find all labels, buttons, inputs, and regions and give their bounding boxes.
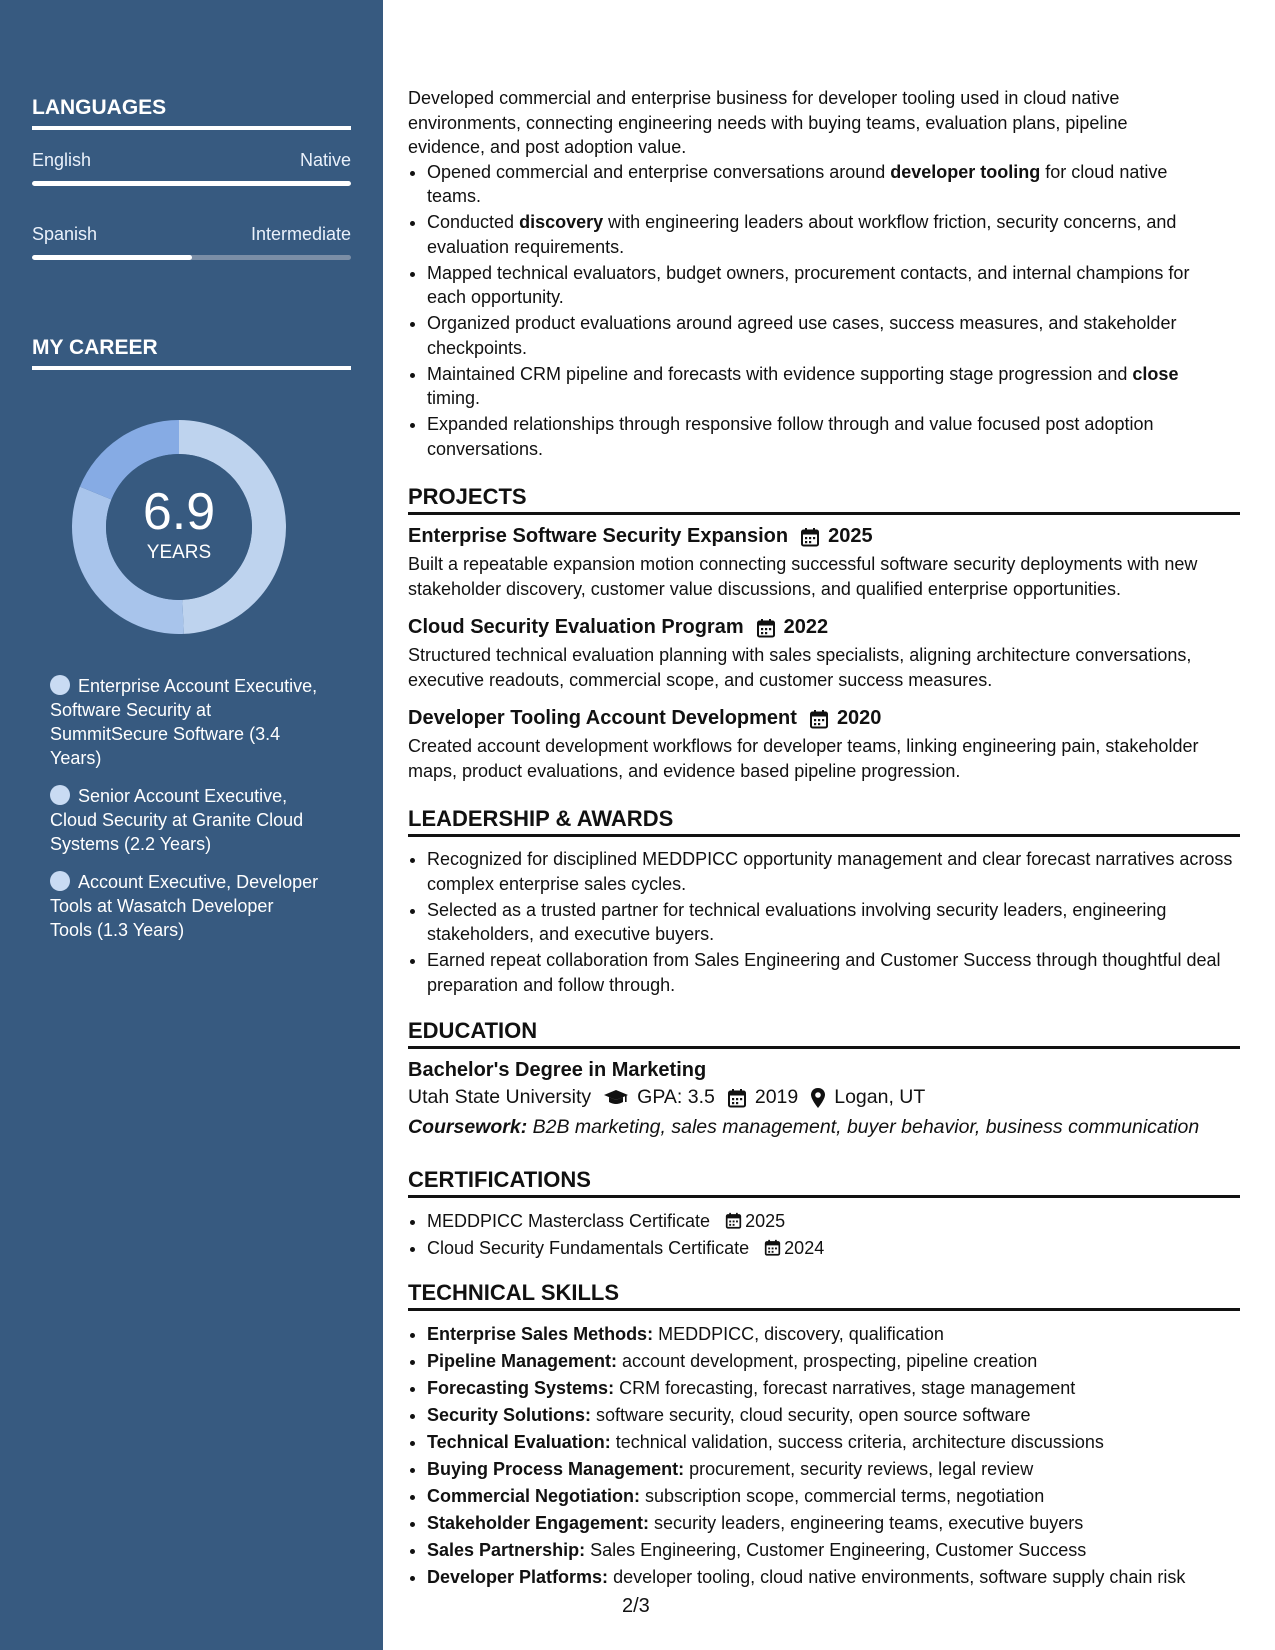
coursework-text: B2B marketing, sales management, buyer behavior, business communication xyxy=(527,1116,1200,1138)
skill-item xyxy=(427,1456,1240,1483)
skill-label: Buying Process Management: xyxy=(427,1459,685,1479)
skill-value: developer tooling, cloud native environments, software supply chain risk xyxy=(608,1567,1186,1587)
skill-item xyxy=(427,1402,1240,1429)
project-title: Enterprise Software Security Expansion xyxy=(408,525,789,547)
experience-summary xyxy=(408,86,1198,463)
skill-item xyxy=(427,1537,1240,1564)
skill-value: subscription scope, commercial terms, negotiation xyxy=(640,1486,1045,1506)
certifications-heading: CERTIFICATIONS xyxy=(408,1167,1240,1198)
leadership-item: • Selected as a trusted partner for technical evaluations involving security leaders, engineering stakeholders, and executive buyers. xyxy=(427,898,1240,947)
calendar-icon xyxy=(727,1088,747,1108)
skill-item xyxy=(427,1564,1240,1591)
career-item-text: Account Executive, Developer Tools at Wasatch Developer Tools (1.3 Years) xyxy=(50,872,319,940)
language-name: Spanish xyxy=(32,224,98,244)
bullet-bold: discovery xyxy=(519,212,604,232)
project-description: Built a repeatable expansion motion connecting successful software security deployments with new stakeholder discovery, customer value discussions, and qualified enterprise opportunities. xyxy=(408,554,1198,599)
skill-item xyxy=(427,1429,1240,1456)
skill-value: account development, prospecting, pipeline creation xyxy=(617,1351,1038,1371)
language-level: Native xyxy=(299,150,351,170)
language-row xyxy=(32,224,351,245)
projects-section xyxy=(408,484,1240,798)
language-row xyxy=(32,150,351,171)
languages-section xyxy=(32,96,351,260)
bullet-text: Organized product evaluations around agreed use cases, success measures, and stakeholder checkpoints. xyxy=(427,313,1177,358)
skill-label: Pipeline Management: xyxy=(427,1351,618,1371)
skills-section xyxy=(408,1280,1240,1591)
certification-name: MEDDPICC Masterclass Certificate xyxy=(427,1211,711,1231)
project-year: 2020 xyxy=(836,707,882,729)
certifications-section xyxy=(408,1167,1240,1262)
career-item xyxy=(50,784,320,856)
project-title-row xyxy=(408,707,1240,730)
project-item xyxy=(408,616,1240,692)
bullet-bold: close xyxy=(1132,363,1179,384)
calendar-icon xyxy=(800,527,820,547)
sidebar xyxy=(0,0,383,1650)
career-item-text: Senior Account Executive, Cloud Security at Granite Cloud Systems (2.2 Years) xyxy=(50,786,304,854)
bullet-text: Expanded relationships through responsive follow through and value focused post adoption conversations. xyxy=(427,414,1154,459)
skill-item xyxy=(427,1321,1240,1348)
certification-item xyxy=(427,1235,1240,1262)
project-year: 2025 xyxy=(828,525,873,547)
degree-title: Bachelor's Degree in Marketing xyxy=(408,1059,707,1081)
project-title-row xyxy=(408,616,1240,639)
graduation-year: 2019 xyxy=(754,1086,799,1108)
circle-dot-icon xyxy=(50,675,70,695)
school-location: Logan, UT xyxy=(834,1086,926,1108)
projects-heading: PROJECTS xyxy=(408,484,1240,515)
skill-label: Sales Partnership: xyxy=(427,1540,586,1560)
skill-item xyxy=(427,1483,1240,1510)
skill-item xyxy=(427,1510,1240,1537)
skill-label: Forecasting Systems: xyxy=(427,1378,615,1398)
experience-bullet xyxy=(427,160,1198,209)
skill-value: security leaders, engineering teams, executive buyers xyxy=(649,1513,1084,1533)
experience-bullet xyxy=(427,261,1198,310)
language-proficiency-bar xyxy=(32,255,351,260)
school-name: Utah State University xyxy=(408,1086,592,1108)
gpa: GPA: 3.5 xyxy=(637,1086,715,1108)
skill-label: Technical Evaluation: xyxy=(427,1432,611,1452)
education-section xyxy=(408,1018,1240,1139)
language-level: Intermediate xyxy=(250,224,351,244)
skill-value: procurement, security reviews, legal review xyxy=(684,1459,1034,1479)
coursework xyxy=(408,1116,1240,1139)
experience-bullet xyxy=(427,210,1198,259)
education-details xyxy=(408,1086,1240,1109)
skill-value: software security, cloud security, open source software xyxy=(591,1405,1031,1425)
skills-heading: TECHNICAL SKILLS xyxy=(408,1280,1240,1311)
bullet-text: for cloud native teams. xyxy=(427,161,1168,206)
language-proficiency-fill xyxy=(32,255,192,260)
career-years-unit: YEARS xyxy=(146,542,212,563)
calendar-icon xyxy=(764,1239,781,1256)
skill-value: CRM forecasting, forecast narratives, stage management xyxy=(614,1378,1076,1398)
language-item xyxy=(32,224,351,260)
project-description: Created account development workflows for developer teams, linking engineering pain, stakeholder maps, product evaluations, and evidence based pipeline progression. xyxy=(408,736,1199,781)
leadership-item: • Earned repeat collaboration from Sales Engineering and Customer Success through thoughtful deal preparation and follow through. xyxy=(427,948,1240,997)
experience-bullets xyxy=(408,160,1198,462)
calendar-icon xyxy=(756,618,776,638)
languages-heading: LANGUAGES xyxy=(32,96,351,130)
language-item xyxy=(32,150,351,186)
language-proficiency-bar xyxy=(32,181,351,186)
certifications-list xyxy=(408,1208,1240,1262)
skill-item xyxy=(427,1375,1240,1402)
experience-bullet xyxy=(427,412,1198,461)
project-item xyxy=(408,525,1240,601)
project-title: Cloud Security Evaluation Program xyxy=(408,616,744,638)
skill-label: Stakeholder Engagement: xyxy=(427,1513,650,1533)
experience-bullet xyxy=(427,311,1198,360)
career-section xyxy=(32,336,351,940)
leadership-section xyxy=(408,806,1240,999)
certification-year: 2025 xyxy=(745,1211,786,1231)
bullet-text: Conducted xyxy=(427,212,520,232)
career-heading: MY CAREER xyxy=(32,336,351,370)
project-title-row xyxy=(408,525,1240,548)
project-item xyxy=(408,707,1240,783)
career-item xyxy=(50,674,320,770)
leadership-list xyxy=(408,847,1240,997)
map-pin-icon xyxy=(810,1087,826,1109)
calendar-icon xyxy=(725,1212,742,1229)
certification-item xyxy=(427,1208,1240,1235)
skill-value: MEDDPICC, discovery, qualification xyxy=(653,1324,944,1344)
project-description: Structured technical evaluation planning with sales specialists, aligning architecture conversations, executive readouts, commercial scope, and customer success measures. xyxy=(408,645,1192,690)
leadership-item: • Recognized for disciplined MEDDPICC opportunity management and clear forecast narratives across complex enterprise sales cycles. xyxy=(427,847,1240,896)
education-heading: EDUCATION xyxy=(408,1018,1240,1049)
language-name: English xyxy=(32,150,92,170)
circle-dot-icon xyxy=(50,871,70,891)
skill-label: Security Solutions: xyxy=(427,1405,592,1425)
experience-intro: Developed commercial and enterprise business for developer tooling used in cloud native environments, connecting engineering needs with buying teams, evaluation plans, pipeline evidence, and post adoption value. xyxy=(408,88,1128,157)
career-total-years: 6.9 xyxy=(142,483,216,541)
bullet-text: with engineering leaders about workflow friction, security concerns, and evaluation requirements. xyxy=(427,212,1177,257)
certification-year: 2024 xyxy=(784,1238,825,1258)
career-list xyxy=(50,674,320,956)
career-donut-chart xyxy=(66,414,292,640)
career-item xyxy=(50,870,320,942)
career-item-text: Enterprise Account Executive, Software Security at SummitSecure Software (3.4 Years) xyxy=(50,676,318,768)
bullet-text: Mapped technical evaluators, budget owners, procurement contacts, and internal champions for each opportunity. xyxy=(427,262,1190,307)
project-year: 2022 xyxy=(783,616,829,638)
coursework-label: Coursework: xyxy=(408,1116,528,1138)
graduation-cap-icon xyxy=(603,1088,629,1108)
bullet-text: timing. xyxy=(427,388,481,408)
donut-center xyxy=(66,414,292,640)
skill-item xyxy=(427,1348,1240,1375)
leadership-heading: LEADERSHIP & AWARDS xyxy=(408,806,1240,837)
skill-value: Sales Engineering, Customer Engineering, Customer Success xyxy=(585,1540,1087,1560)
page-number: 2/3 xyxy=(622,1595,650,1617)
bullet-text: Maintained CRM pipeline and forecasts with evidence supporting stage progression and xyxy=(427,363,1133,384)
skills-list xyxy=(408,1321,1240,1591)
bullet-bold: developer tooling xyxy=(890,161,1041,182)
certification-name: Cloud Security Fundamentals Certificate xyxy=(427,1238,750,1258)
skill-label: Developer Platforms: xyxy=(427,1567,609,1587)
bullet-text: Opened commercial and enterprise conversations around xyxy=(427,161,891,182)
language-proficiency-fill xyxy=(32,181,351,186)
project-title: Developer Tooling Account Development xyxy=(408,707,797,729)
skill-label: Enterprise Sales Methods: xyxy=(427,1324,654,1344)
skill-value: technical validation, success criteria, architecture discussions xyxy=(610,1432,1104,1452)
circle-dot-icon xyxy=(50,785,70,805)
skill-label: Commercial Negotiation: xyxy=(427,1486,641,1506)
calendar-icon xyxy=(809,709,829,729)
experience-bullet xyxy=(427,362,1198,411)
